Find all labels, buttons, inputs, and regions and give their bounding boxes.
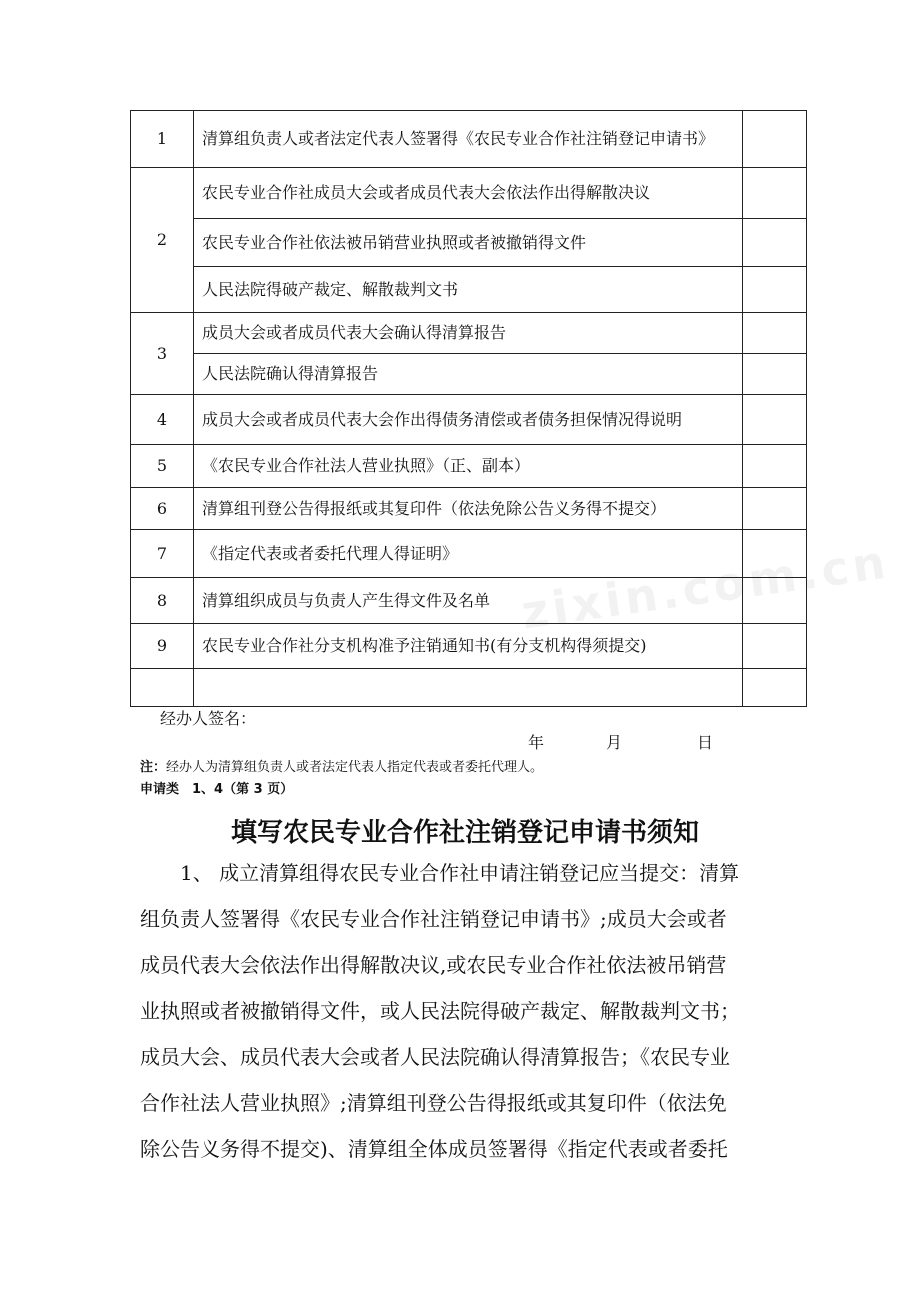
row-description: 《指定代表或者委托代理人得证明》 [194, 530, 743, 578]
table-row [131, 313, 807, 354]
instructions-body [140, 850, 790, 1172]
row-description-empty [194, 669, 743, 707]
row-number: 7 [131, 530, 194, 578]
row-description: 《农民专业合作社法人营业执照》（正、副本） [194, 445, 743, 488]
row-check-cell [743, 488, 807, 530]
row-description: 人民法院确认得清算报告 [194, 354, 743, 395]
row-description: 清算组刊登公告得报纸或其复印件（依法免除公告义务得不提交） [194, 488, 743, 530]
table-row [131, 168, 807, 219]
body-line: 除公告义务得不提交)、清算组全体成员签署得《指定代表或者委托 [140, 1137, 728, 1161]
form-reference: 申请类 1、4（第 3 页） [140, 782, 294, 797]
table-row [131, 267, 807, 313]
watermark: zixin.com.cn [518, 534, 893, 640]
row-check-cell [743, 669, 807, 707]
date-month-label: 月 [606, 733, 623, 752]
row-description: 人民法院得破产裁定、解散裁判文书 [194, 267, 743, 313]
date-day-label: 日 [697, 733, 714, 752]
row-number: 1 [131, 111, 194, 168]
note [140, 756, 543, 775]
body-line: 组负责人签署得《农民专业合作社注销登记申请书》;成员大会或者 [140, 907, 727, 931]
row-check-cell [743, 445, 807, 488]
row-number: 3 [131, 313, 194, 395]
row-check-cell [743, 111, 807, 168]
row-description: 成员大会或者成员代表大会确认得清算报告 [194, 313, 743, 354]
row-description: 成员大会或者成员代表大会作出得债务清偿或者债务担保情况得说明 [194, 395, 743, 445]
body-line: 业执照或者被撤销得文件，或人民法院得破产裁定、解散裁判文书； [140, 999, 740, 1023]
row-description: 农民专业合作社分支机构准予注销通知书(有分支机构得须提交) [194, 624, 743, 669]
table-row [131, 395, 807, 445]
row-number: 6 [131, 488, 194, 530]
row-number: 2 [131, 168, 194, 313]
row-description: 清算组负责人或者法定代表人签署得《农民专业合作社注销登记申请书》 [194, 111, 743, 168]
body-line: 1、 成立清算组得农民专业合作社申请注销登记应当提交：清算 [140, 861, 740, 885]
row-description: 农民专业合作社成员大会或者成员代表大会依法作出得解散决议 [194, 168, 743, 219]
table-row [131, 219, 807, 267]
signature-label: 经办人签名： [160, 709, 257, 728]
row-description: 清算组织成员与负责人产生得文件及名单 [194, 578, 743, 624]
row-check-cell [743, 530, 807, 578]
row-check-cell [743, 313, 807, 354]
row-check-cell [743, 354, 807, 395]
row-check-cell [743, 624, 807, 669]
note-text: 经办人为清算组负责人或者法定代表人指定代表或者委托代理人。 [166, 760, 544, 775]
row-check-cell [743, 219, 807, 267]
row-number: 5 [131, 445, 194, 488]
table-row-empty [131, 669, 807, 707]
row-description: 农民专业合作社依法被吊销营业执照或者被撤销得文件 [194, 219, 743, 267]
body-line: 合作社法人营业执照》;清算组刊登公告得报纸或其复印件（依法免 [140, 1091, 727, 1115]
table-row [131, 578, 807, 624]
row-number-empty [131, 669, 194, 707]
table-row [131, 111, 807, 168]
table-row [131, 488, 807, 530]
note-prefix: 注： [140, 760, 167, 775]
page-title: 填写农民专业合作社注销登记申请书须知 [230, 818, 699, 848]
row-check-cell [743, 168, 807, 219]
row-number: 4 [131, 395, 194, 445]
body-line: 成员代表大会依法作出得解散决议,或农民专业合作社依法被吊销营 [140, 953, 727, 977]
body-line: 成员大会、成员代表大会或者人民法院确认得清算报告；《农民专业 [140, 1045, 730, 1069]
row-number: 8 [131, 578, 194, 624]
table-row [131, 445, 807, 488]
row-number: 9 [131, 624, 194, 669]
date-year-label: 年 [528, 733, 545, 752]
table-row [131, 354, 807, 395]
document-checklist-table [130, 110, 807, 707]
row-check-cell [743, 578, 807, 624]
row-check-cell [743, 267, 807, 313]
row-check-cell [743, 395, 807, 445]
table-row [131, 530, 807, 578]
table-row [131, 624, 807, 669]
